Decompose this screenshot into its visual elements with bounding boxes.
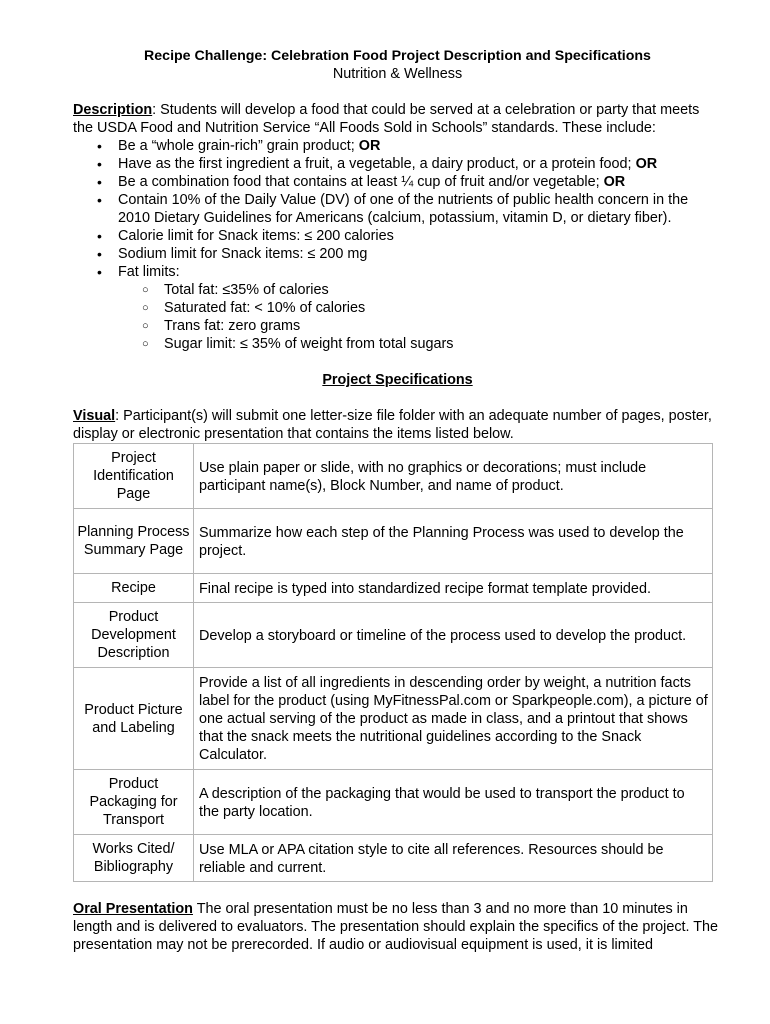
description-label: Description — [73, 102, 153, 118]
spec-requirement-cell: A description of the packaging that would be used to transport the product to the party location. — [194, 770, 713, 835]
table-row — [74, 603, 713, 668]
spec-item-cell: Planning Process Summary Page — [74, 509, 194, 574]
spec-item-cell: Product Picture and Labeling — [74, 668, 194, 770]
specifications-heading: Project Specifications — [322, 372, 473, 388]
fat-limit-item: ○ Total fat: ≤35% of calories — [164, 281, 722, 299]
standard-item-text: Fat limits: — [118, 264, 180, 280]
standard-item-or: OR — [603, 174, 626, 190]
table-row — [74, 835, 713, 882]
oral-presentation-paragraph — [73, 900, 722, 954]
visual-label: Visual — [73, 408, 116, 424]
oral-presentation-label: Oral Presentation — [73, 901, 193, 917]
fat-limit-item: ○ Saturated fat: < 10% of calories — [164, 299, 722, 317]
standard-item-text: Calorie limit for Snack items: ≤ 200 calories — [118, 228, 394, 244]
table-row — [74, 444, 713, 509]
spec-requirement-cell: Use MLA or APA citation style to cite all references. Resources should be reliable and current. — [194, 835, 713, 882]
spec-requirement-cell: Final recipe is typed into standardized recipe format template provided. — [194, 574, 713, 603]
table-row — [74, 574, 713, 603]
visual-paragraph — [73, 407, 722, 443]
spec-requirement-cell: Develop a storyboard or timeline of the process used to develop the product. — [194, 603, 713, 668]
standard-item-or: OR — [358, 138, 381, 154]
standard-item-text: Sodium limit for Snack items: ≤ 200 mg — [118, 246, 368, 262]
oral-presentation-text: The oral presentation must be no less than 3 and no more than 10 minutes in length and is delivered to evaluators. The presentation should explain the specifics of the project. The presentation may not be prerecorded. If audio or audiovisual equipment is used, it is limited — [73, 901, 719, 953]
fat-limits-list — [118, 281, 722, 353]
spec-item-cell: Works Cited/ Bibliography — [74, 835, 194, 882]
standard-item — [118, 191, 722, 227]
standard-item-text: Be a “whole grain-rich” grain product; — [118, 138, 359, 154]
standards-list — [73, 137, 722, 353]
fat-limit-item: ○ Sugar limit: ≤ 35% of weight from total sugars — [164, 335, 722, 353]
spec-requirement-cell: Use plain paper or slide, with no graphics or decorations; must include participant name(s), Block Number, and name of product. — [194, 444, 713, 509]
spec-item-cell: Project Identification Page — [74, 444, 194, 509]
spec-item-cell: Product Packaging for Transport — [74, 770, 194, 835]
standard-item-text: Have as the first ingredient a fruit, a vegetable, a dairy product, or a protein food; — [118, 156, 636, 172]
visual-text: : Participant(s) will submit one letter-size file folder with an adequate number of pages, poster, display or electronic presentation that contains the items listed below. — [73, 408, 712, 442]
standard-item-or: OR — [635, 156, 658, 172]
standard-item-text: Contain 10% of the Daily Value (DV) of one of the nutrients of public health concern in the 2010 Dietary Guidelines for Americans (calcium, potassium, vitamin D, or dietary fiber). — [118, 192, 689, 226]
table-row — [74, 509, 713, 574]
standard-item — [118, 227, 722, 245]
table-row — [74, 770, 713, 835]
fat-limit-item: ○ Trans fat: zero grams — [164, 317, 722, 335]
spec-requirement-cell: Summarize how each step of the Planning Process was used to develop the project. — [194, 509, 713, 574]
spec-item-cell: Product Development Description — [74, 603, 194, 668]
standard-item — [118, 245, 722, 263]
page-title: Recipe Challenge: Celebration Food Project Description and Specifications — [144, 48, 651, 64]
standard-item — [118, 173, 722, 191]
description-paragraph — [73, 101, 722, 137]
standard-item — [118, 155, 722, 173]
spec-requirement-cell: Provide a list of all ingredients in descending order by weight, a nutrition facts label for the product (using MyFitnessPal.com or Sparkpeople.com), a picture of one actual serving of the product as made in class, and a printout that shows that the snack meets the nutritional guidelines according to the Snack Calculator. — [194, 668, 713, 770]
standard-item — [118, 137, 722, 155]
standard-item — [118, 263, 722, 353]
spec-item-cell: Recipe — [74, 574, 194, 603]
standard-item-text: Be a combination food that contains at least ¼ cup of fruit and/or vegetable; — [118, 174, 604, 190]
table-row — [74, 668, 713, 770]
specifications-table — [73, 443, 713, 882]
page-subtitle: Nutrition & Wellness — [332, 66, 463, 82]
description-text: : Students will develop a food that could be served at a celebration or party that meets the USDA Food and Nutrition Service “All Foods Sold in Schools” standards. These include: — [73, 102, 700, 136]
